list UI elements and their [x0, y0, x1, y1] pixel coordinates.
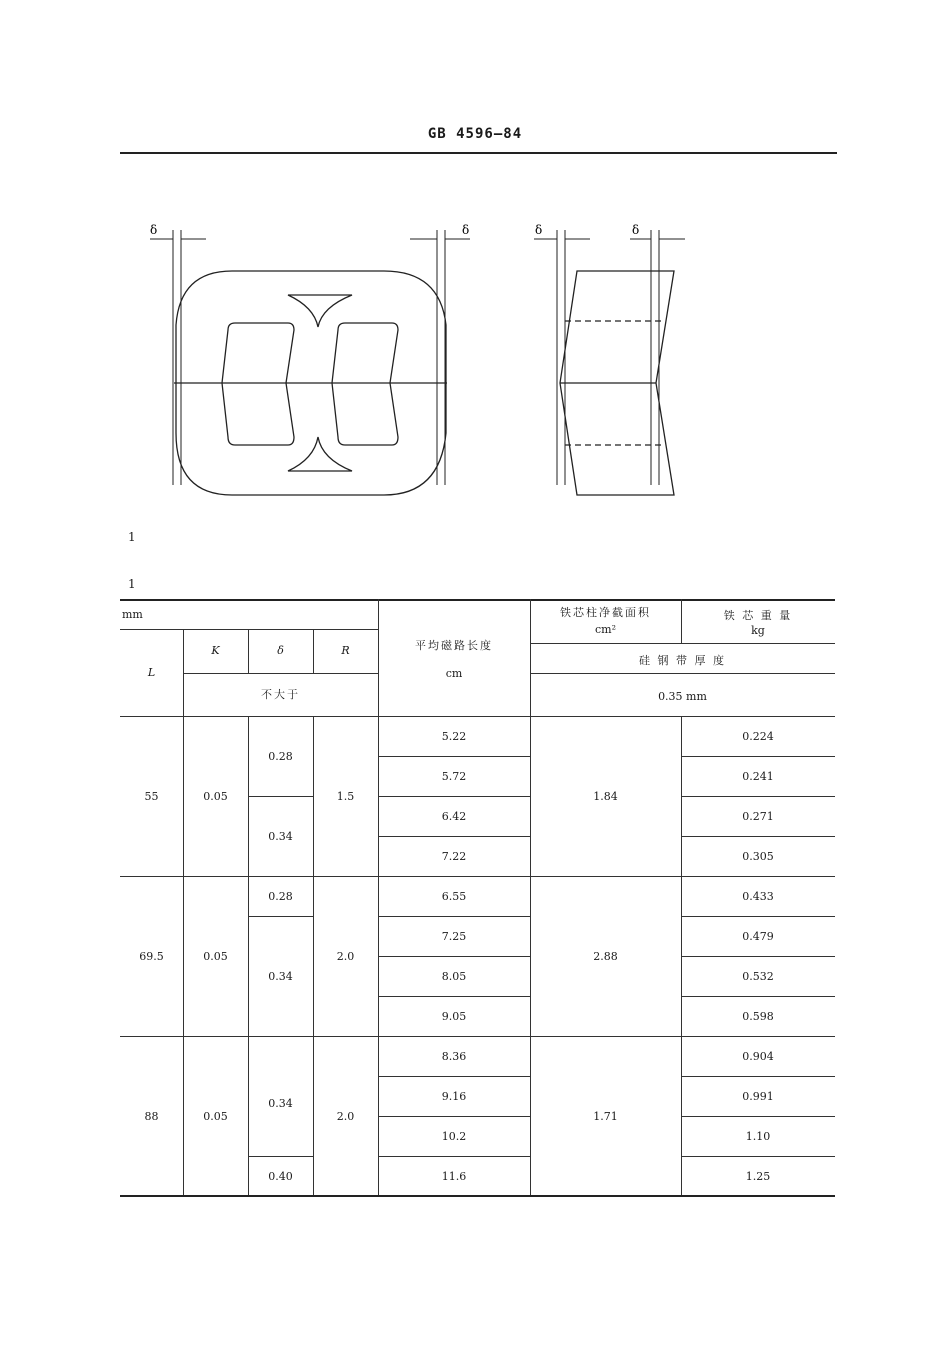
group1-K: 0.05	[203, 790, 228, 803]
group1-delta2: 0.34	[268, 830, 293, 843]
group3-delta1: 0.34	[268, 1097, 293, 1110]
table-cell: 7.22	[441, 850, 467, 863]
group2-R: 2.0	[336, 950, 355, 963]
group2-delta2: 0.34	[268, 970, 293, 983]
group3-area: 1.71	[593, 1110, 618, 1123]
header-rule	[120, 152, 837, 154]
group3-L: 88	[144, 1110, 159, 1123]
group1-L: 55	[144, 790, 159, 803]
table-cell: 6.42	[441, 810, 467, 823]
group3-delta2: 0.40	[268, 1170, 293, 1183]
table-cell: 0.479	[742, 930, 774, 943]
core-area-unit: cm²	[594, 623, 616, 636]
table-cell: 0.991	[742, 1090, 774, 1103]
strip-thickness-header: 硅 钢 带 厚 度	[639, 654, 726, 667]
delta-label-4: δ	[632, 223, 640, 237]
table-cell: 0.271	[742, 810, 774, 823]
right-window	[332, 323, 398, 445]
path-length-header: 平均磁路长度	[415, 639, 493, 652]
col-K-header: K	[211, 644, 220, 657]
delta-label-1: δ	[150, 223, 158, 237]
figure-caption-number: 1	[128, 530, 136, 544]
table-cell: 9.05	[441, 1010, 467, 1023]
table-cell: 8.05	[441, 970, 467, 983]
table-cell: 5.22	[441, 730, 467, 743]
group1-area: 1.84	[593, 790, 618, 803]
table-cell: 0.305	[742, 850, 774, 863]
table-cell: 0.241	[742, 770, 774, 783]
table-cell: 7.25	[441, 930, 467, 943]
group2-L: 69.5	[139, 950, 164, 963]
group2-K: 0.05	[203, 950, 228, 963]
core-weight-header: 铁 芯 重 量	[723, 609, 793, 622]
table-cell: 0.598	[742, 1010, 774, 1023]
table-cell: 10.2	[441, 1130, 467, 1143]
path-length-unit: cm	[445, 667, 463, 680]
group2-delta1: 0.28	[268, 890, 293, 903]
group3-K: 0.05	[203, 1110, 228, 1123]
table-cell: 0.532	[742, 970, 774, 983]
col-delta-header: δ	[277, 644, 284, 657]
table-top-rule	[120, 599, 835, 601]
page-header-code: GB 4596—84	[427, 126, 523, 142]
not-greater-than-label: 不大于	[261, 688, 300, 701]
group2-area: 2.88	[593, 950, 618, 963]
table-cell: 1.10	[745, 1130, 771, 1143]
table-cell: 8.36	[441, 1050, 467, 1063]
core-drawing-figure	[140, 215, 700, 505]
unit-note: mm	[122, 608, 143, 621]
table-cell: 11.6	[441, 1170, 467, 1183]
table-cell: 1.25	[745, 1170, 771, 1183]
table-cell: 5.72	[441, 770, 467, 783]
table-cell: 9.16	[441, 1090, 467, 1103]
left-window	[222, 323, 294, 445]
delta-label-3: δ	[535, 223, 543, 237]
table-cell: 0.224	[742, 730, 774, 743]
group1-delta1: 0.28	[268, 750, 293, 763]
core-weight-unit: kg	[751, 624, 765, 637]
table-cell: 6.55	[441, 890, 467, 903]
table-cell: 0.904	[742, 1050, 774, 1063]
group1-R: 1.5	[336, 790, 355, 803]
table-cell: 0.433	[742, 890, 774, 903]
col-R-header: R	[341, 644, 350, 657]
group3-R: 2.0	[336, 1110, 355, 1123]
core-area-header: 铁芯柱净截面积	[560, 606, 651, 619]
delta-label-2: δ	[462, 223, 470, 237]
table-caption-number: 1	[128, 577, 136, 591]
col-L-header: L	[147, 666, 156, 679]
table-bottom-rule	[120, 1195, 835, 1197]
strip-thickness-value: 0.35 mm	[658, 690, 707, 703]
